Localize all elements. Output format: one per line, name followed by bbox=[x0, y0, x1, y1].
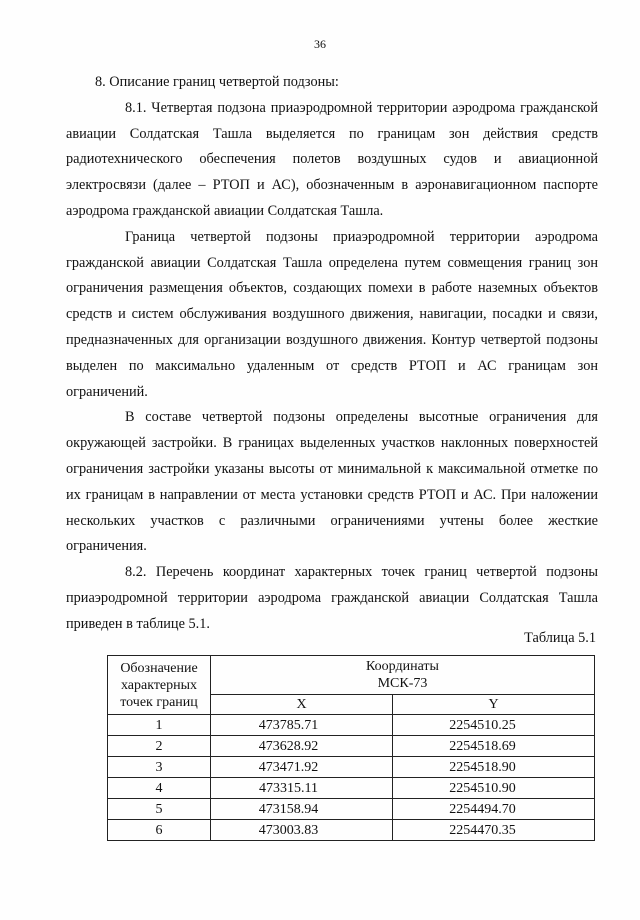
table-caption: Таблица 5.1 bbox=[524, 630, 596, 646]
point-cell: 5 bbox=[108, 799, 211, 820]
text-line: выделен по максимально удаленным от средств РТОП и АС границам зон bbox=[66, 357, 598, 374]
header-coordinate-system: МСК-73 bbox=[377, 676, 428, 691]
header-point-line: характерных bbox=[120, 677, 198, 693]
text-line: их границам в направлении от места установки средств РТОП и АС. При наложении bbox=[66, 486, 598, 503]
text-line: ограничений. bbox=[66, 383, 148, 400]
text-line: приаэродромной территории аэродрома гражданской авиации Солдатская Ташла bbox=[66, 589, 598, 606]
paragraph-height-limits bbox=[66, 405, 598, 560]
text-line: аэродрома гражданской авиации Солдатская Ташла. bbox=[66, 202, 384, 219]
text-line: предназначенных для организации воздушного движения. Контур четвертой подзоны bbox=[66, 331, 598, 348]
table-body bbox=[108, 715, 595, 841]
header-point-line: Обозначение bbox=[120, 660, 198, 676]
header-y: Y bbox=[393, 695, 595, 715]
text-line: нескольких участков с различными ограничениями учтены более жесткие bbox=[66, 512, 598, 529]
y-cell: 2254518.69 bbox=[393, 736, 595, 757]
table-row bbox=[108, 820, 595, 841]
text-line: гражданской авиации Солдатская Ташла определена путем совмещения границ зон bbox=[66, 254, 598, 271]
table-row bbox=[108, 799, 595, 820]
x-cell: 473628.92 bbox=[211, 736, 393, 757]
y-cell: 2254470.35 bbox=[393, 820, 595, 841]
header-x: X bbox=[211, 695, 393, 715]
table-header-row bbox=[108, 656, 595, 695]
text-line: ограничения. bbox=[66, 538, 147, 555]
text-line: приведен в таблице 5.1. bbox=[66, 615, 210, 632]
y-cell: 2254518.90 bbox=[393, 757, 595, 778]
table-row bbox=[108, 736, 595, 757]
text-line: средств и систем обслуживания воздушного движения, навигации, посадки и связи, bbox=[66, 306, 598, 323]
text-line: В составе четвертой подзоны определены высотные ограничения для bbox=[125, 409, 598, 426]
text-line: ограничения размещения объектов, создающих помехи в работе наземных объектов bbox=[66, 280, 598, 297]
paragraph-8-2 bbox=[66, 560, 598, 637]
x-cell: 473471.92 bbox=[211, 757, 393, 778]
point-cell: 6 bbox=[108, 820, 211, 841]
text-line: окружающей застройки. В границах выделенных участков наклонных поверхностей bbox=[66, 435, 598, 452]
table-row bbox=[108, 757, 595, 778]
table-row bbox=[108, 715, 595, 736]
point-cell: 1 bbox=[108, 715, 211, 736]
text-line: электросвязи (далее – РТОП и АС), обозначенным в аэронавигационном паспорте bbox=[66, 177, 598, 194]
point-cell: 2 bbox=[108, 736, 211, 757]
paragraph-boundary bbox=[66, 225, 598, 406]
x-cell: 473158.94 bbox=[211, 799, 393, 820]
header-coordinates-title: Координаты bbox=[366, 659, 439, 674]
page-number: 36 bbox=[314, 37, 326, 51]
section-heading: 8. Описание границ четвертой подзоны: bbox=[95, 74, 339, 90]
point-cell: 3 bbox=[108, 757, 211, 778]
x-cell: 473315.11 bbox=[211, 778, 393, 799]
document-body bbox=[66, 70, 598, 638]
text-line: 8.1. Четвертая подзона приаэродромной территории аэродрома гражданской bbox=[125, 99, 598, 116]
text-line: Граница четвертой подзоны приаэродромной территории аэродрома bbox=[125, 228, 598, 245]
header-coordinates bbox=[211, 656, 595, 695]
x-cell: 473003.83 bbox=[211, 820, 393, 841]
y-cell: 2254510.90 bbox=[393, 778, 595, 799]
text-line: радиотехнического обеспечения полетов воздушных судов и авиационной bbox=[66, 151, 598, 168]
y-cell: 2254494.70 bbox=[393, 799, 595, 820]
text-line: ограничения застройки указаны высоты от минимальной к максимальной отметке по bbox=[66, 460, 598, 477]
y-cell: 2254510.25 bbox=[393, 715, 595, 736]
header-point bbox=[108, 656, 211, 715]
header-point-line: точек границ bbox=[120, 694, 198, 710]
text-line: авиации Солдатская Ташла выделяется по границам зон действия средств bbox=[66, 125, 598, 142]
paragraph-8-1 bbox=[66, 96, 598, 225]
x-cell: 473785.71 bbox=[211, 715, 393, 736]
point-cell: 4 bbox=[108, 778, 211, 799]
text-line: 8.2. Перечень координат характерных точек границ четвертой подзоны bbox=[125, 564, 598, 581]
coordinates-table bbox=[107, 655, 595, 841]
table-row bbox=[108, 778, 595, 799]
